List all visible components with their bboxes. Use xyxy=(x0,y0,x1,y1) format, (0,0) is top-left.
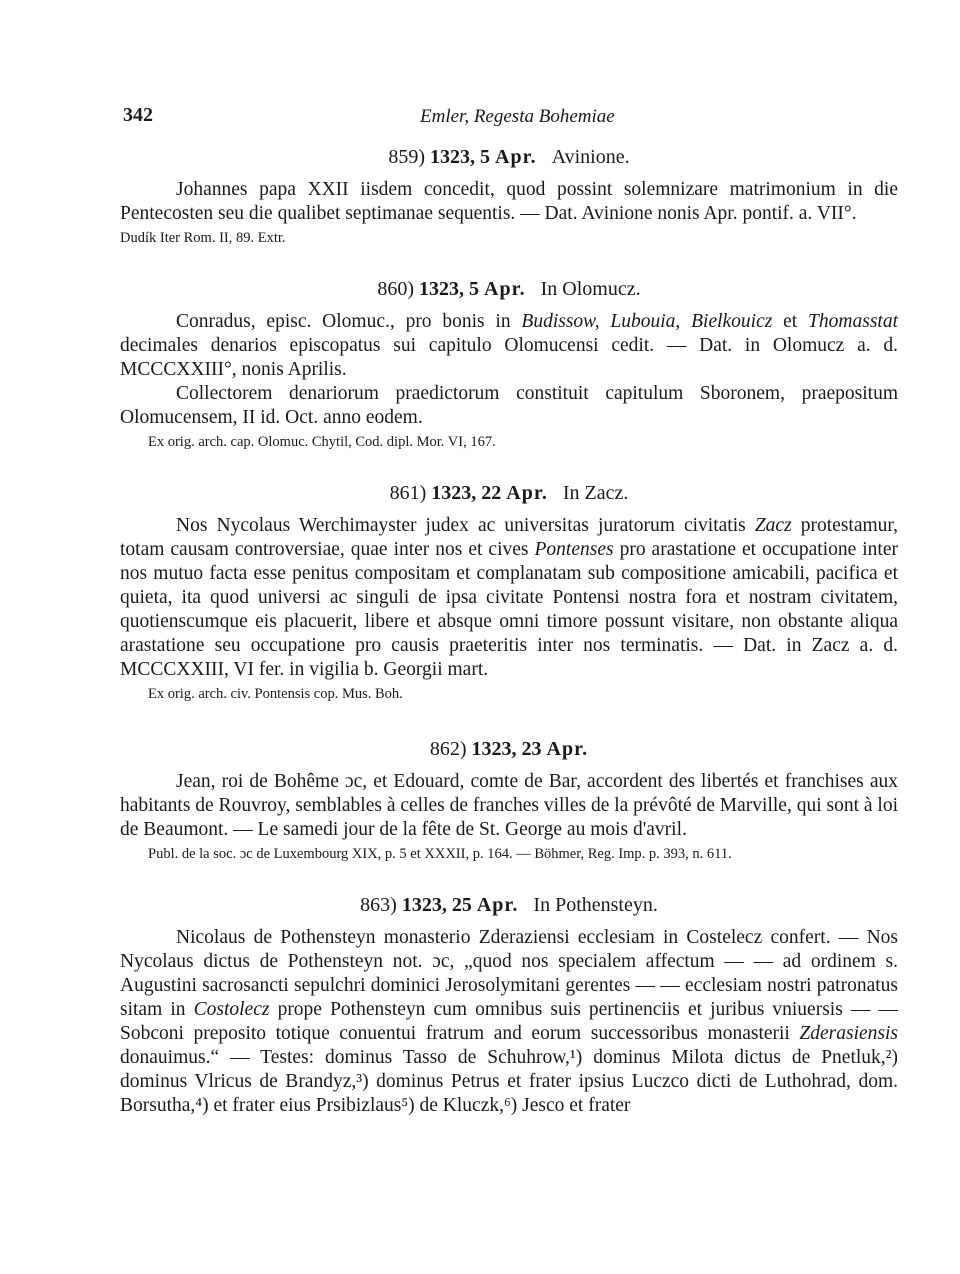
place-names: Budissow, Lubouia, Bielkouicz xyxy=(521,311,773,332)
entry-year: 1323, xyxy=(471,738,517,760)
entry-heading xyxy=(120,276,898,302)
entry-text xyxy=(120,514,898,682)
entry-year: 1323, xyxy=(401,894,447,916)
entry-source: Ex orig. arch. civ. Pontensis cop. Mus. Boh. xyxy=(148,686,403,702)
entry-day: 5 xyxy=(469,278,480,300)
entry-month: Apr. xyxy=(476,894,519,916)
place-name: Costolecz xyxy=(193,999,270,1020)
text-run: Nicolaus de Pothensteyn monasterio Zderaziensi ecclesiam in Costelecz confert. — Nos Nycolaus dictus de Pothensteyn not. ɔc, „quod nos specialem affectum — — ad ordinem s. Augustini sacrosancti sepulchri dominici Jerosolymitani gerentes — — ecclesiam nostri patronatus sitam in xyxy=(120,927,898,1020)
entry-text: Jean, roi de Bohême ɔc, et Edouard, comte de Bar, accordent des libertés et franchises aux habitants de Rouvroy, semblables à celles de franches villes de la prévôté de Marville, qui sont à loi de Beaumont. — Le samedi jour de la fête de St. George au mois d'avril. xyxy=(120,771,898,840)
entry-month: Apr. xyxy=(506,482,548,504)
entry-859 xyxy=(120,144,898,248)
entry-number: 861) xyxy=(389,482,427,504)
text-run: prope Pothensteyn cum omnibus suis pertinenciis et juribus vniuersis — — Sobconi preposito totique conuentui fratrum and eorum successoribus monasterii xyxy=(120,999,898,1044)
entry-number: 862) xyxy=(429,738,467,760)
entry-month: Apr. xyxy=(495,146,537,168)
place-name: Zderasiensis xyxy=(799,1023,898,1044)
entry-year: 1323, xyxy=(431,482,477,504)
entry-862 xyxy=(120,736,898,864)
text-run: donauimus.“ — Testes: dominus Tasso de Schuhrow,¹) dominus Milota dictus de Pnetluk,²) dominus Vlricus de Brandyz,³) dominus Petrus et frater ipsius Luczco dicti de Luthohrad, dom. Borsutha,⁴) et frater eius Prsibizlaus⁵) de Kluczk,⁶) Jesco et frater xyxy=(120,1047,898,1116)
entry-text xyxy=(120,310,898,382)
entry-861 xyxy=(120,480,898,704)
entry-source: Dudík Iter Rom. II, 89. Extr. xyxy=(120,230,286,246)
entry-day: 23 xyxy=(521,738,542,760)
entry-number: 859) xyxy=(388,146,426,168)
entry-863 xyxy=(120,892,898,1118)
text-run: Nos Nycolaus Werchimayster judex ac universitas juratorum civitatis xyxy=(176,515,755,536)
entry-source: Ex orig. arch. cap. Olomuc. Chytil, Cod. dipl. Mor. VI, 167. xyxy=(148,434,496,450)
entry-source: Publ. de la soc. ɔc de Luxembourg XIX, p. 5 et XXXII, p. 164. — Böhmer, Reg. Imp. p. 393, n. 611. xyxy=(148,846,732,862)
entry-heading xyxy=(120,480,898,506)
page-header xyxy=(120,96,898,132)
text-run: et xyxy=(772,311,809,332)
entry-day: 22 xyxy=(481,482,502,504)
entry-heading xyxy=(120,736,898,762)
running-title: Emler, Regesta Bohemiae xyxy=(420,106,615,127)
entry-place: In Olomucz. xyxy=(540,278,641,300)
entry-year: 1323, xyxy=(430,146,476,168)
place-name: Thomasstat xyxy=(808,311,898,332)
entry-number: 860) xyxy=(377,278,415,300)
entry-day: 5 xyxy=(480,146,491,168)
document-page xyxy=(120,96,898,1118)
entry-year: 1323, xyxy=(419,278,465,300)
entry-heading xyxy=(120,144,898,170)
entry-heading xyxy=(120,892,898,918)
text-run: decimales denarios episcopatus sui capitulo Olomucensi cedit. — Dat. in Olomucz a. d. MCCCXXIII°, nonis Aprilis. xyxy=(120,335,898,380)
text-run: protestamur, totam causam controversiae, quae inter nos et cives xyxy=(120,515,899,560)
entry-month: Apr. xyxy=(484,278,526,300)
entry-text xyxy=(120,926,898,1118)
place-name: Pontenses xyxy=(534,539,614,560)
text-run: pro arastatione et occupatione inter nos mutuo facta esse penitus compositam et complanatam sub compositione amicabili, pacifica et quieta, ita quod universi ac singuli de ipsa civitate Pontensi nostra fora et nostram civitatem, quotienscumque eis placuerit, libere et absque omni timore possunt visitare, non obstante aliqua arastatione seu occupatione pro causis praeteritis inter nos terminatis. — Dat. in Zacz a. d. MCCCXXIII, VI fer. in vigilia b. Georgii mart. xyxy=(120,539,898,680)
entry-text: Collectorem denariorum praedictorum constituit capitulum Sboronem, praepositum Olomucensem, II id. Oct. anno eodem. xyxy=(120,383,898,428)
entry-place: In Pothensteyn. xyxy=(533,894,658,916)
entry-text: Johannes papa XXII iisdem concedit, quod possint solemnizare matrimonium in die Pentecosten seu die qualibet septimanae sequentis. — Dat. Avinione nonis Apr. pontif. a. VII°. xyxy=(120,179,898,224)
entry-number: 863) xyxy=(360,894,397,916)
page-number: 342 xyxy=(123,104,153,126)
entry-day: 25 xyxy=(451,894,472,916)
entry-place: Avinione. xyxy=(551,146,630,168)
place-name: Zacz xyxy=(754,515,792,536)
entry-month: Apr. xyxy=(546,738,589,760)
text-run: Conradus, episc. Olomuc., pro bonis in xyxy=(176,311,522,332)
entry-place: In Zacz. xyxy=(562,482,629,504)
entry-860 xyxy=(120,276,898,452)
